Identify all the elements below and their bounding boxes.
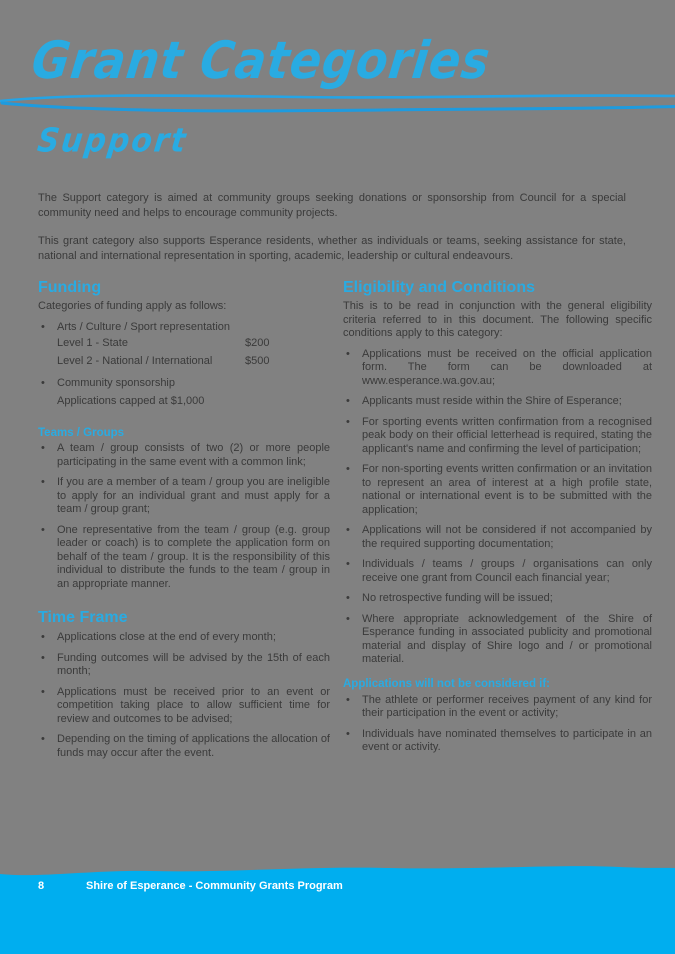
time-frame-list [38,631,330,760]
funding-level-amount: $500 [245,354,270,367]
page-number: 8 [38,880,45,892]
list-item [38,631,330,645]
list-item [343,463,652,517]
bullet-icon: • [41,320,45,333]
bullet-icon: • [346,347,350,360]
page-title: Grant Categories [28,30,494,91]
bullet-text: Where appropriate acknowledgement of the Shire of Esperance funding in associated publicity and promotional material and display of Shire logo and / or promotional material. [362,612,652,665]
bullet-icon: • [346,415,350,428]
funding-section [38,279,330,408]
bullet-text: Applications will not be considered if not accompanied by the required supporting documentation; [362,524,652,550]
funding-list [38,321,330,335]
bullet-text: One representative from the team / group (e.g. group leader or coach) is to complete the application form on behalf of the team / group. It is the responsibility of this individual to distribute the funds to the team / group in an appropriate manner. [57,523,330,590]
list-item [343,694,652,721]
left-column [38,279,330,767]
funding-heading: Funding [38,279,102,296]
bullet-icon: • [346,463,350,475]
funding-level-label: Level 2 - National / International [57,354,213,367]
not-considered-heading: Applications will not be considered if: [343,677,551,690]
eligibility-section [343,279,652,667]
bullet-text: Depending on the timing of applications the allocation of funds may occur after the event. [57,733,330,759]
bullet-text [57,321,330,335]
bullet-text: The athlete or performer receives payment of any kind for their participation in the event or activity; [362,693,652,719]
intro-paragraphs [38,191,626,264]
list-item [38,686,330,727]
bullet-icon: • [41,685,45,698]
funding-lead: Categories of funding apply as follows: [38,300,227,312]
list-item [343,348,652,389]
intro-paragraph: This grant category also supports Esperance residents, whether as individuals or teams, seeking assistance for state, national and international representation in sporting, academic, leadership or cultural endeavours. [38,235,626,262]
list-item [38,476,330,517]
list-item [343,728,652,755]
bullet-icon: • [346,395,350,407]
list-item [343,592,652,606]
bullet-text: If you are a member of a team / group you are ineligible to apply for an individual grant and must apply for a team / group grant; [57,476,330,515]
funding-cap-note: Applications capped at $1,000 [57,394,205,407]
right-column [343,279,652,767]
time-frame-heading: Time Frame [38,609,128,626]
teams-groups-list [38,442,330,591]
bullet-icon: • [346,727,350,740]
bullet-icon: • [41,377,45,389]
bullet-icon: • [346,693,350,706]
list-item [343,524,652,551]
bullet-text: Individuals / teams / groups / organisations can only receive one grant from Council each financial year; [362,558,652,584]
list-item [38,524,330,592]
bullet-text: Applications must be received prior to an event or competition taking place to allow sufficient time for review and outcomes to be advised; [57,685,330,725]
list-item [343,395,652,409]
funding-level-label: Level 1 - State [57,337,128,349]
bullet-text: Applications must be received on the official application form. The form can be downloaded at www.esperance.wa.gov.au; [362,347,652,387]
bullet-text: For non-sporting events written confirmation or an invitation to represent an area of interest at a high profile state, national or international event is to be submitted with the application; [362,463,652,516]
bullet-text: Individuals have nominated themselves to participate in an event or activity. [362,727,652,753]
funding-level-row [57,355,330,369]
not-considered-section [343,677,652,755]
bullet-icon: • [346,592,350,604]
bullet-icon: • [346,524,350,536]
bullet-icon: • [41,631,45,643]
bullet-icon: • [346,558,350,570]
funding-level-amount: $200 [245,337,270,349]
bullet-icon: • [41,733,45,745]
wavy-underline-decoration [0,88,675,120]
funding-item-label: Arts / Culture / Sport representation [57,320,231,333]
bullet-icon: • [41,476,45,488]
list-item [38,733,330,760]
list-item [38,442,330,469]
funding-list-2 [38,377,330,391]
two-column-body [38,279,652,767]
eligibility-heading: Eligibility and Conditions [343,279,535,296]
list-item [38,652,330,679]
footer-title: Shire of Esperance - Community Grants Program [86,880,343,892]
list-item [38,377,330,391]
bullet-text: For sporting events written confirmation from a recognised peak body on their official letterhead is required, stating the applicant's name and confirming the level of participation; [362,415,652,455]
list-item [343,416,652,457]
eligibility-list [343,348,652,667]
list-item [38,321,330,335]
funding-levels [38,337,330,368]
time-frame-section [38,609,330,760]
bullet-text: Applications close at the end of every month; [57,631,276,643]
bullet-text: Funding outcomes will be advised by the 15th of each month; [57,651,330,677]
bullet-text: A team / group consists of two (2) or more people participating in the same event with a common link; [57,442,330,468]
bullet-text: No retrospective funding will be issued; [362,592,553,604]
list-item [343,613,652,667]
bullet-text: Applicants must reside within the Shire of Esperance; [362,395,622,407]
funding-level-row [57,337,330,351]
bullet-icon: • [41,523,45,536]
not-considered-list [343,694,652,755]
teams-groups-heading: Teams / Groups [38,427,125,439]
teams-groups-section [38,426,330,591]
eligibility-lead: This is to be read in conjunction with the general eligibility criteria referred to in this document. The following specific conditions apply to this category: [343,300,652,339]
bullet-icon: • [41,442,45,454]
list-item [343,558,652,585]
bullet-icon: • [41,651,45,664]
section-title-support: Support [35,122,190,161]
bullet-icon: • [346,612,350,625]
footer-wave-band [0,858,675,954]
intro-paragraph: The Support category is aimed at community groups seeking donations or sponsorship from Council for a special community need and helps to encourage community projects. [38,192,626,219]
bullet-text: Community sponsorship [57,377,175,389]
